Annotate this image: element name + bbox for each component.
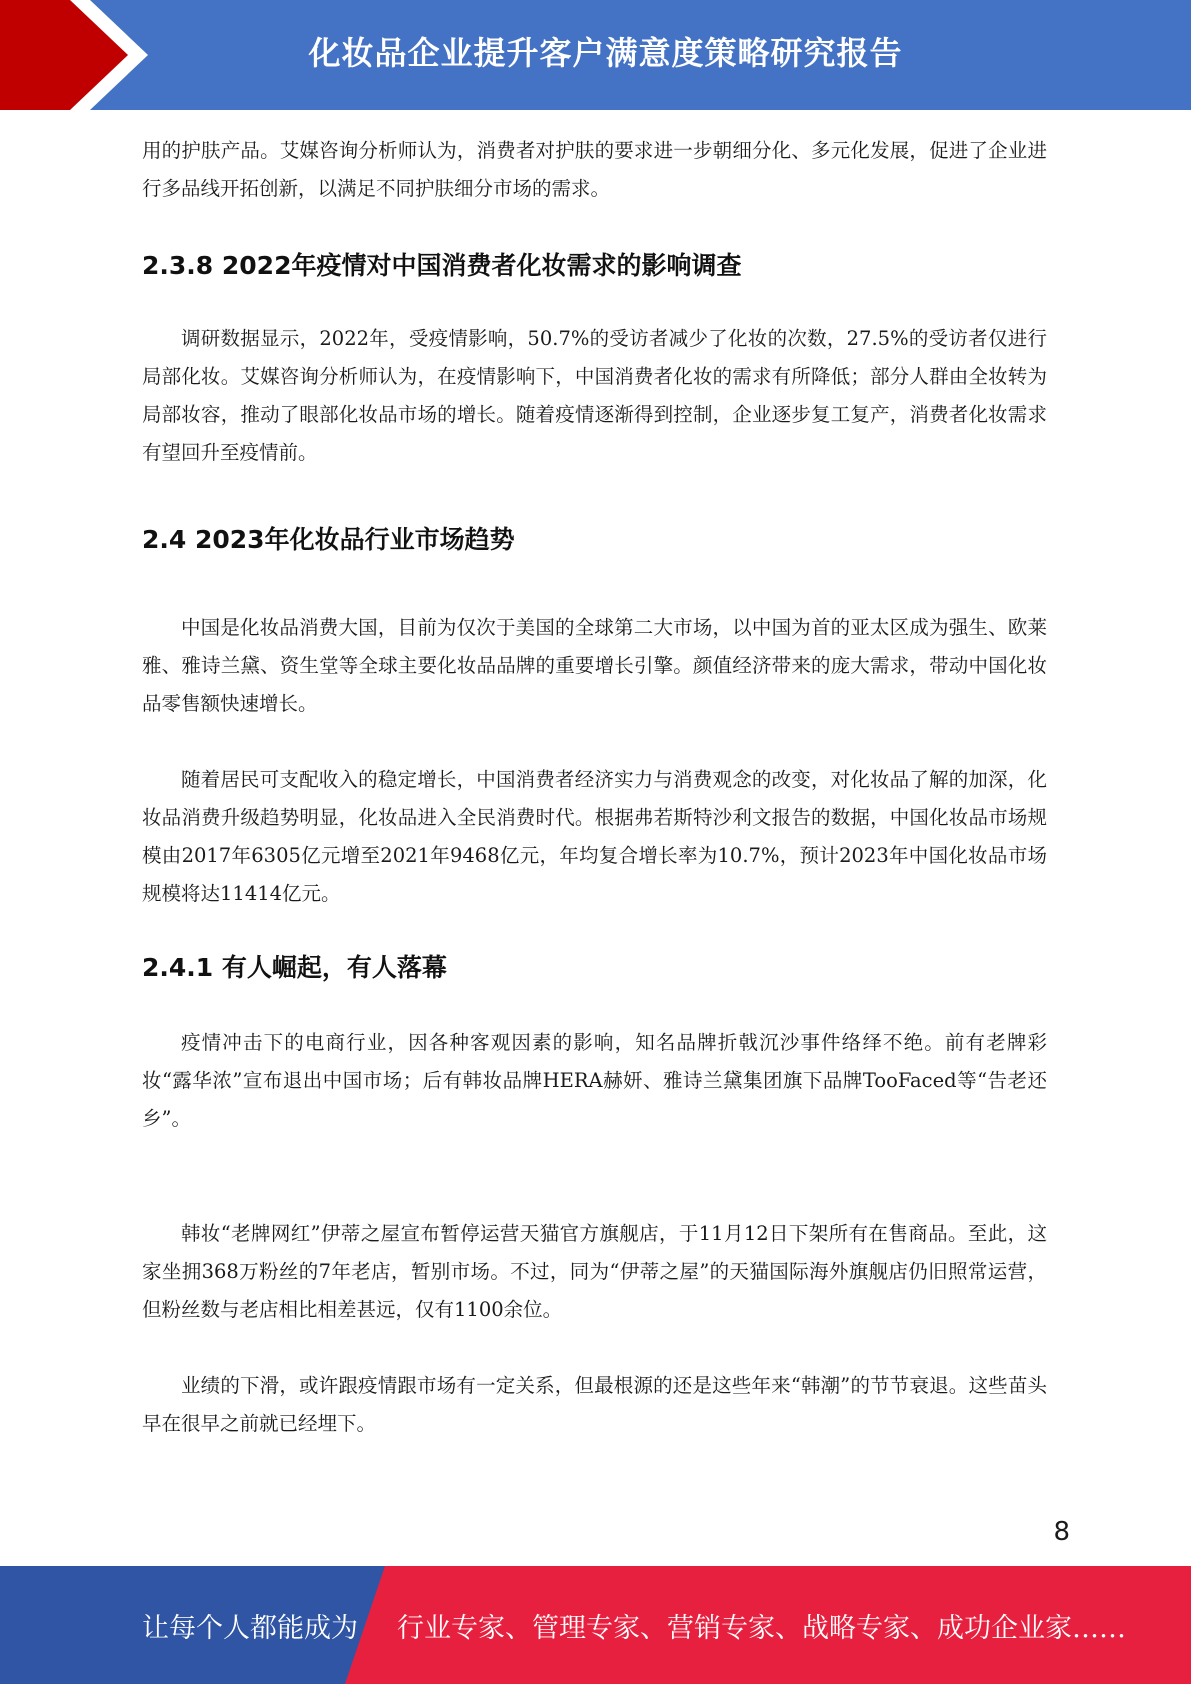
section-heading: 2.4.1 有人崛起，有人落幕 bbox=[142, 953, 447, 982]
paragraph: 业绩的下滑，或许跟疫情跟市场有一定关系，但最根源的还是这些年来“韩潮”的节节衰退。这些苗头早在很早之前就已经埋下。 bbox=[142, 1374, 1047, 1435]
section-heading: 2.4 2023年化妆品行业市场趋势 bbox=[142, 525, 515, 554]
paragraph: 疫情冲击下的电商行业，因各种客观因素的影响，知名品牌折戟沉沙事件络绎不绝。前有老牌彩妆“露华浓”宣布退出中国市场；后有韩妆品牌HERA赫妍、雅诗兰黛集团旗下品牌TooFaced等“告老还乡”。 bbox=[142, 1031, 1047, 1130]
page-footer bbox=[0, 1566, 1191, 1684]
paragraph: 用的护肤产品。艾媒咨询分析师认为，消费者对护肤的要求进一步朝细分化、多元化发展，促进了企业进行多品线开拓创新，以满足不同护肤细分市场的需求。 bbox=[142, 139, 1047, 200]
footer-slogan-right: 行业专家、管理专家、营销专家、战略专家、成功企业家…… bbox=[397, 1613, 1126, 1644]
paragraph: 韩妆“老牌网红”伊蒂之屋宣布暂停运营天猫官方旗舰店，于11月12日下架所有在售商品。至此，这家坐拥368万粉丝的7年老店，暂别市场。不过，同为“伊蒂之屋”的天猫国际海外旗舰店仍旧照常运营，但粉丝数与老店相比相差甚远，仅有1100余位。 bbox=[142, 1222, 1047, 1321]
paragraph: 中国是化妆品消费大国，目前为仅次于美国的全球第二大市场，以中国为首的亚太区成为强生、欧莱雅、雅诗兰黛、资生堂等全球主要化妆品品牌的重要增长引擎。颜值经济带来的庞大需求，带动中国化妆品零售额快速增长。 bbox=[142, 616, 1047, 715]
section-heading: 2.3.8 2022年疫情对中国消费者化妆需求的影响调查 bbox=[142, 251, 742, 280]
page-header bbox=[0, 0, 1191, 110]
main-content bbox=[142, 132, 1047, 1443]
report-title: 化妆品企业提升客户满意度策略研究报告 bbox=[308, 34, 903, 72]
footer-slogan-left: 让每个人都能成为 bbox=[142, 1613, 358, 1644]
paragraph: 调研数据显示，2022年，受疫情影响，50.7%的受访者减少了化妆的次数，27.5%的受访者仅进行局部化妆。艾媒咨询分析师认为，在疫情影响下，中国消费者化妆的需求有所降低；部分人群由全妆转为局部妆容，推动了眼部化妆品市场的增长。随着疫情逐渐得到控制，企业逐步复工复产，消费者化妆需求有望回升至疫情前。 bbox=[142, 327, 1047, 464]
page-number: 8 bbox=[1053, 1517, 1070, 1547]
paragraph: 随着居民可支配收入的稳定增长，中国消费者经济实力与消费观念的改变，对化妆品了解的加深，化妆品消费升级趋势明显，化妆品进入全民消费时代。根据弗若斯特沙利文报告的数据，中国化妆品市场规模由2017年6305亿元增至2021年9468亿元，年均复合增长率为10.7%，预计2023年中国化妆品市场规模将达11414亿元。 bbox=[142, 768, 1047, 905]
